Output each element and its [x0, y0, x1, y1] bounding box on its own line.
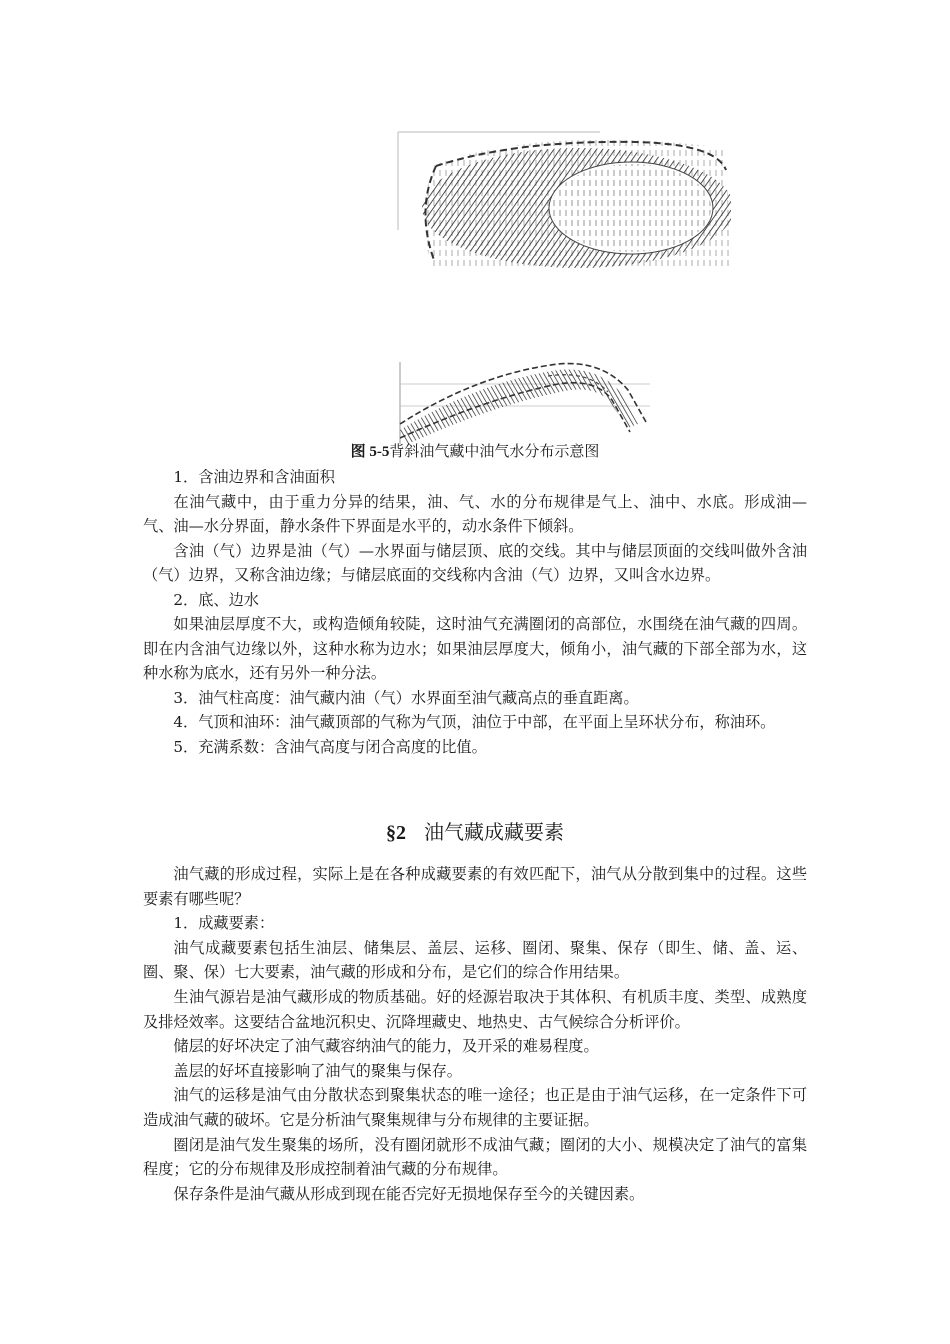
anticline-cross-section-figure [398, 362, 650, 444]
section-number: §2 [386, 822, 406, 844]
figure-caption [0, 441, 950, 462]
paragraph: 盖层的好坏直接影响了油气的聚集与保存。 [173, 1061, 462, 1080]
paragraph: 1．含油边界和含油面积 [173, 468, 335, 486]
paragraph: 圈闭是油气发生聚集的场所，没有圈闭就形不成油气藏；圈闭的大小、规模决定了油气的富集程度；它的分布规律及形成控制着油气藏的分布规律。 [143, 1135, 807, 1179]
body-text-bottom [143, 862, 807, 1206]
paragraph: 1．成藏要素： [173, 914, 275, 933]
paragraph: 油气藏的形成过程，实际上是在各种成藏要素的有效匹配下，油气从分散到集中的过程。这些要素有哪些呢？ [143, 865, 807, 908]
paragraph: 含油（气）边界是油（气）—水界面与储层顶、底的交线。其中与储层顶面的交线叫做外含油（气）边界，又称含油边缘；与储层底面的交线称内含油（气）边界，又叫含水边界。 [143, 541, 807, 584]
paragraph: 油气的运移是油气由分散状态到聚集状态的唯一途径；也正是由于油气运移，在一定条件下可造成油气藏的破坏。它是分析油气聚集规律与分布规律的主要证据。 [143, 1086, 807, 1129]
paragraph: 在油气藏中，由于重力分异的结果，油、气、水的分布规律是气上、油中、水底。形成油—气、油—水分界面，静水条件下界面是水平的，动水条件下倾斜。 [143, 492, 807, 535]
paragraph: 油气成藏要素包括生油层、储集层、盖层、运移、圈闭、聚集、保存（即生、储、盖、运、圈、聚、保）七大要素，油气藏的形成和分布，是它们的综合作用结果。 [143, 938, 807, 982]
anticline-plan-view-figure [396, 130, 731, 270]
body-text-top [143, 465, 807, 759]
paragraph: 2．底、边水 [173, 590, 259, 609]
section-title: 油气藏成藏要素 [424, 820, 564, 844]
paragraph: 保存条件是油气藏从形成到现在能否完好无损地保存至今的关键因素。 [173, 1184, 645, 1203]
paragraph: 如果油层厚度不大，或构造倾角较陡，这时油气充满圈闭的高部位，水围绕在油气藏的四周。即在内含油气边缘以外，这种水称为边水；如果油层厚度大，倾角小，油气藏的下部全部为水，这种水称为底水，还有另外一种分法。 [143, 615, 807, 682]
reservoir-layer [400, 369, 638, 444]
figure-number: 图 5-5 [350, 444, 390, 460]
paragraph: 储层的好坏决定了油气藏容纳油气的能力，及开采的难易程度。 [173, 1037, 599, 1056]
paragraph: 生油气源岩是油气藏形成的物质基础。好的烃源岩取决于其体积、有机质丰度、类型、成熟度及排烃效率。这要结合盆地沉积史、沉降埋藏史、地热史、古气候综合分析评价。 [143, 987, 807, 1031]
paragraph: 5．充满系数：含油气高度与闭合高度的比值。 [173, 737, 487, 756]
section-heading [0, 818, 950, 847]
figure-title: 背斜油气藏中油气水分布示意图 [389, 442, 600, 460]
paragraph: 3．油气柱高度：油气藏内油（气）水界面至油气藏高点的垂直距离。 [173, 688, 639, 707]
paragraph: 4．气顶和油环：油气藏顶部的气称为气顶，油位于中部，在平面上呈环状分布，称油环。 [173, 713, 776, 731]
